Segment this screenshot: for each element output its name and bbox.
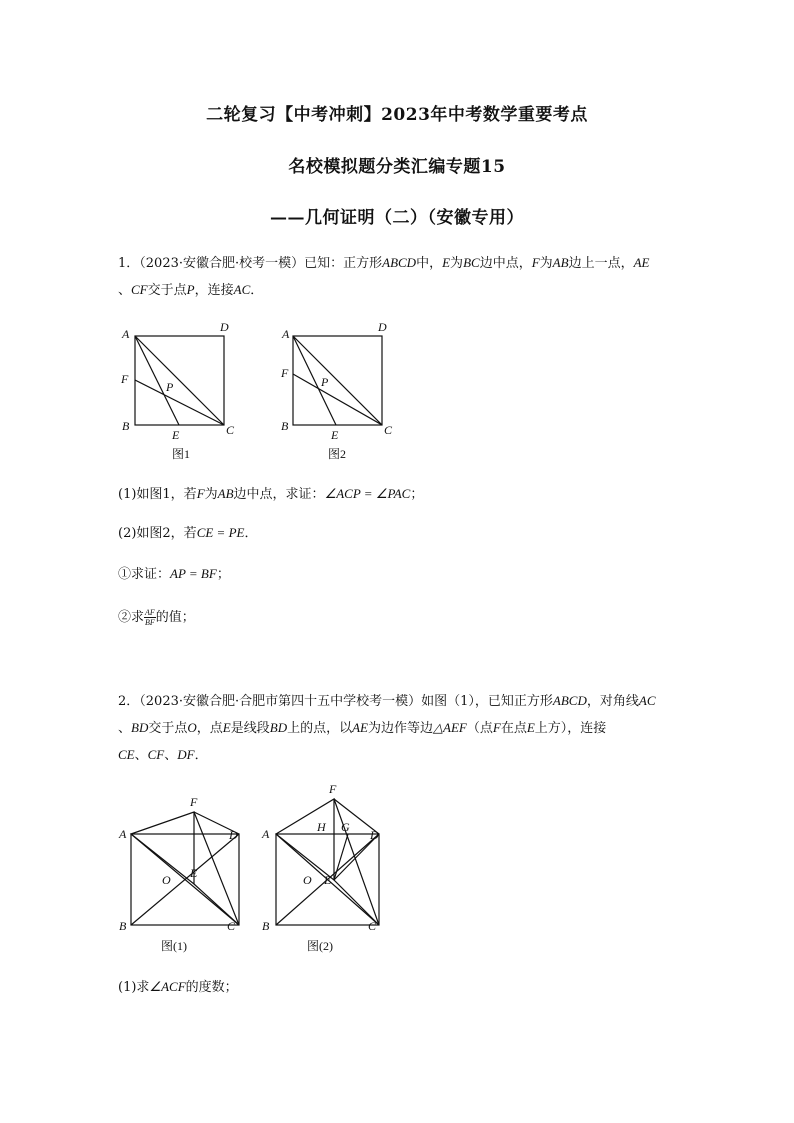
label-e: E bbox=[324, 873, 332, 887]
label-e: E bbox=[331, 428, 339, 442]
label-c: C bbox=[226, 423, 235, 437]
figure-caption: 图(1) bbox=[161, 939, 187, 953]
label-c: C bbox=[384, 423, 393, 437]
label-b: B bbox=[122, 419, 130, 433]
q2-figure-2 bbox=[255, 776, 395, 960]
q1-part-2: (2)如图2，若CE = PE． bbox=[118, 525, 258, 541]
segment-cf bbox=[334, 799, 379, 925]
label-a: A bbox=[119, 827, 127, 841]
q2-figure-1 bbox=[115, 790, 250, 960]
figure-caption: 图1 bbox=[172, 447, 191, 461]
triangle-aef bbox=[276, 799, 334, 880]
label-p: P bbox=[321, 375, 329, 389]
title-line-3: ——几何证明（二）（安徽专用） bbox=[270, 208, 524, 228]
q2-stem-line-3: CE、CF、DF． bbox=[118, 747, 208, 763]
label-f: F bbox=[121, 372, 129, 386]
segment-ae bbox=[293, 336, 336, 425]
label-b: B bbox=[119, 919, 127, 933]
label-a: A bbox=[262, 827, 270, 841]
q1-part-1: (1)如图1，若F为AB边中点，求证：∠ACP = ∠PAC； bbox=[118, 486, 424, 502]
label-e: E bbox=[190, 866, 198, 880]
q2-stem-line-2: 、BD交于点O，点E是线段BD上的点，以AE为边作等边△AEF（点F在点E上方），连接 bbox=[118, 720, 607, 736]
segment-cf bbox=[293, 374, 382, 425]
label-f: F bbox=[190, 795, 198, 809]
diagonal-ac bbox=[293, 336, 382, 425]
diagonal-ac bbox=[135, 336, 224, 425]
label-c: C bbox=[227, 919, 236, 933]
label-p: P bbox=[166, 380, 174, 394]
label-b: B bbox=[262, 919, 270, 933]
label-o: O bbox=[303, 873, 312, 887]
q2-part-1: (1)求∠ACF的度数； bbox=[118, 979, 238, 995]
label-a: A bbox=[122, 327, 130, 341]
label-b: B bbox=[281, 419, 289, 433]
figure-caption: 图(2) bbox=[307, 939, 333, 953]
label-d: D bbox=[229, 828, 238, 842]
q1-figure-1 bbox=[112, 318, 247, 463]
fraction-af-bf: $\frac{AF}{BF}$ bbox=[145, 608, 155, 627]
label-g: G bbox=[341, 820, 350, 834]
q1-stem-line-1: 1．（2023·安徽合肥·校考一模）已知：正方形ABCD中，E为BC边中点，F为AB边上一点，AE bbox=[118, 255, 650, 271]
label-d: D bbox=[220, 320, 229, 334]
title-line-1: 二轮复习【中考冲刺】2023年中考数学重要考点 bbox=[206, 105, 588, 125]
q1-sub-2: ②求 $\frac{AF}{BF}$ 的值； bbox=[118, 608, 195, 627]
title-line-2: 名校模拟题分类汇编专题15 bbox=[288, 157, 506, 177]
q1-stem-line-2: 、CF交于点P，连接AC． bbox=[118, 282, 264, 298]
label-f: F bbox=[329, 782, 337, 796]
label-d: D bbox=[370, 828, 379, 842]
figure-caption: 图2 bbox=[328, 447, 347, 461]
segment-cf bbox=[135, 380, 224, 425]
label-o: O bbox=[162, 873, 171, 887]
label-f: F bbox=[281, 366, 289, 380]
q2-stem-line-1: 2．（2023·安徽合肥·合肥市第四十五中学校考一模）如图（1），已知正方形ABCD，对角线AC bbox=[118, 693, 656, 709]
label-a: A bbox=[282, 327, 290, 341]
q1-figure-2 bbox=[270, 318, 405, 463]
label-d: D bbox=[378, 320, 387, 334]
label-c: C bbox=[368, 919, 377, 933]
q1-sub-1: ①求证：AP = BF； bbox=[118, 566, 230, 582]
label-e: E bbox=[172, 428, 180, 442]
label-h: H bbox=[317, 820, 326, 834]
